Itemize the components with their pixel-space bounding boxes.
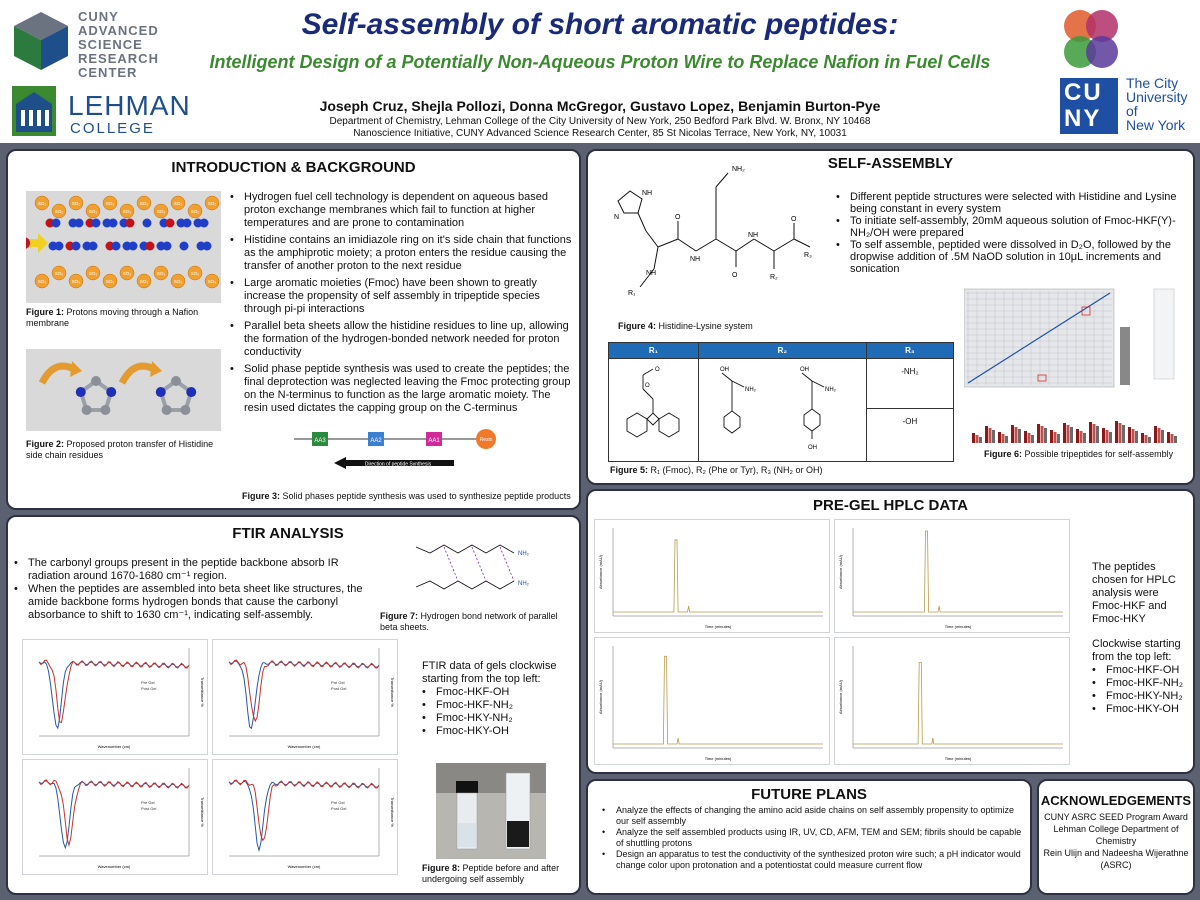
lehman-logo (12, 84, 202, 140)
tripeptide-bar (1076, 429, 1079, 443)
pre-gel-series (39, 662, 189, 729)
hplc-side-text (1092, 561, 1192, 716)
ftir-y-axis-label: Transmittance % (200, 677, 205, 707)
aa1-label: AA1 (428, 438, 440, 444)
tripeptide-bar (1041, 426, 1044, 443)
synthesis-direction-label: Direction of peptide Synthesis (364, 461, 432, 468)
hplc-y-axis-label: Absorbance (mAU) (598, 554, 603, 590)
hplc-y-axis-label: Absorbance (mAU) (838, 554, 843, 590)
svg-text:SO₃: SO₃ (71, 279, 81, 284)
hplc-peptide-list (1092, 664, 1192, 716)
svg-text:SO₃: SO₃ (88, 209, 98, 214)
svg-text:SO₃: SO₃ (71, 201, 81, 206)
svg-text:SO₃: SO₃ (105, 279, 115, 284)
svg-text:SO₃: SO₃ (54, 209, 64, 214)
svg-text:NH₂: NH₂ (518, 581, 529, 587)
tripeptide-bar (1037, 424, 1040, 443)
college-logo-text: COLLEGE (70, 120, 155, 137)
affiliation-1: Department of Chemistry, Lehman College of the City University of New York, 250 Bedford Park Blvd. W. Bronx, NY 10468 (329, 116, 871, 127)
figure-1-caption: Figure 1: Protons moving through a Nafion membrane (26, 307, 199, 328)
svg-text:SO₃: SO₃ (173, 201, 183, 206)
ring-atom (100, 405, 110, 415)
r3-header: R₃ (866, 343, 953, 359)
hplc-chart-hkf-nh2 (834, 519, 1070, 633)
figure-3-caption: Figure 3: Solid phases peptide synthesis was used to synthesize peptide products (242, 491, 571, 501)
svg-text:NH₂: NH₂ (732, 166, 745, 173)
hplc-side-intro: The peptides chosen for HPLC analysis were Fmoc-HKF and Fmoc-HKY (1092, 561, 1176, 625)
chromatogram-series (853, 531, 1063, 612)
self-assembly-panel (586, 149, 1195, 485)
tripeptide-bar (1132, 429, 1135, 443)
proton-dot (163, 242, 172, 251)
vials-photo-figure (436, 763, 546, 859)
ring-atom (186, 387, 196, 397)
proton-dot (143, 219, 152, 228)
tripeptide-bar (1171, 434, 1174, 443)
ftir-x-axis-label: Wavenumber (cm) (97, 744, 131, 749)
svg-text:O: O (645, 383, 651, 389)
cuny-logo-block: CU NY (1060, 78, 1118, 134)
ring-atom (82, 405, 92, 415)
hplc-chart-hkf-oh (594, 519, 830, 633)
hplc-y-axis-label: Absorbance (mAU) (838, 679, 843, 715)
tripeptide-bar (1102, 428, 1105, 443)
ftir-gel-list (422, 686, 572, 738)
intro-bullet: • Histidine contains an imidiazole ring on it's side chain that functions as the amphiprotic moiety; a proton enters the residue causing the transfer of another proton to the next residue (230, 234, 575, 273)
legend-post-gel: Post Gel (331, 806, 347, 811)
svg-text:OH: OH (720, 367, 730, 373)
hplc-y-axis-label: Absorbance (mAU) (598, 679, 603, 715)
post-gel-series (229, 780, 379, 840)
tripeptide-bar (1044, 428, 1047, 443)
cube-logo-icon (10, 10, 72, 72)
hplc-peptide-item: • Fmoc-HKY-OH (1092, 703, 1192, 716)
ring-atom (171, 376, 181, 386)
intro-panel (6, 149, 581, 510)
ftir-y-axis-label: Transmittance % (200, 797, 205, 827)
pre-gel-series (229, 661, 379, 728)
figure-6-caption: Figure 6: Possible tripeptides for self-assembly (984, 449, 1174, 459)
figure-7-caption: Figure 7: Hydrogen bond network of parallel beta sheets. (380, 611, 558, 632)
proton-dot (52, 219, 61, 228)
svg-text:O: O (732, 272, 738, 279)
ack-line: Rein Ulijn and Nadeesha Wijerathne (ASRC) (1043, 848, 1189, 870)
svg-text:SO₃: SO₃ (37, 201, 47, 206)
ftir-side-text (422, 660, 572, 738)
acknowledgements-title: ACKNOWLEDGEMENTS (1040, 793, 1192, 808)
chromatogram-series (613, 540, 823, 612)
beta-sheet-hbond-figure (410, 525, 540, 609)
intro-bullets (230, 191, 575, 419)
svg-text:N: N (614, 214, 620, 221)
ftir-chart-svg (213, 760, 397, 874)
ftir-x-axis-label: Wavenumber (cm) (97, 864, 131, 869)
tripeptide-bar (1109, 432, 1112, 443)
aa2-label: AA2 (370, 438, 382, 444)
tripeptide-bar (1005, 436, 1008, 443)
svg-text:SO₃: SO₃ (156, 209, 166, 214)
ring-atom (106, 387, 116, 397)
ftir-chart-hky-oh (22, 759, 208, 875)
tripeptide-bar (1096, 426, 1099, 443)
ftir-chart-svg (23, 760, 207, 874)
intro-bullet: • Solid phase peptide synthesis was used to create the peptides; the final deprotection was neglected leaving the Fmoc protecting group on the N-terminus to function as the large aromatic moiety. The resin used dictates the capping group on the C-terminus (230, 363, 575, 415)
svg-text:NH: NH (690, 256, 701, 263)
affiliations (290, 116, 910, 140)
intro-bullet: • Hydrogen fuel cell technology is dependent on aqueous based proton exchange membranes which fail to function at higher temperatures and are prone to contamination (230, 191, 575, 230)
tripeptide-bar (1122, 425, 1125, 443)
svg-text:SO₃: SO₃ (207, 201, 217, 206)
fmoc-structure (613, 359, 693, 455)
future-bullet: • Analyze the effects of changing the amino acid aside chains on self assembly propensity to optimize our self assembly (602, 805, 1022, 827)
self-bullet: • To initiate self-assembly, 20mM aqueous solution of Fmoc-HKF(Y)-NH₂/OH were prepared (836, 215, 1188, 239)
svg-text:R₁: R₁ (628, 290, 636, 297)
tripeptide-matrix-figure (964, 287, 1184, 447)
ftir-chart-hkf-oh (22, 639, 208, 755)
post-gel-series (229, 660, 379, 721)
ftir-bullet: • When the peptides are assembled into beta sheet like structures, the amide backbone forms hydrogen bonds that cause the carbonyl absorbance to shift to 1630 cm⁻¹, indicating self-assembly. (14, 583, 369, 622)
hplc-chart-svg (835, 638, 1069, 764)
histidine-lysine-structure (598, 161, 818, 321)
svg-text:SO₃: SO₃ (156, 271, 166, 276)
hplc-chart-svg (595, 520, 829, 632)
tripeptide-bar (1083, 433, 1086, 443)
poster-subtitle: Intelligent Design of a Potentially Non-Aqueous Proton Wire to Replace Nafion in Fuel Cells (209, 52, 991, 72)
hplc-chart-hky-nh2 (834, 637, 1070, 765)
self-bullet: • To self assemble, peptided were dissolved in D₂O, followed by the dropwise addition of .5M NaOD solution in 10μL increments and sonication (836, 239, 1188, 275)
self-bullet: • Different peptide structures were selected with Histidine and Lysine being constant in every system (836, 191, 1188, 215)
fmoc-structure-cell (609, 359, 699, 462)
aa3-label: AA3 (314, 438, 326, 444)
cuny-asrc-logo (10, 8, 160, 78)
tripeptide-bar (1018, 429, 1021, 443)
svg-text:NH: NH (748, 232, 759, 239)
hplc-chart-svg (835, 520, 1069, 632)
ftir-y-axis-label: Transmittance % (390, 797, 395, 827)
future-bullet: • Design an apparatus to test the conductivity of the synthesized proton wire such; a pH indicator would change color upon protonation and a potentiostat could measure current flow (602, 849, 1022, 871)
tripeptide-bar (1067, 425, 1070, 443)
proton-dot (92, 219, 101, 228)
proton-dot (112, 242, 121, 251)
hplc-side-intro-2: Clockwise starting from the top left: (1092, 638, 1181, 663)
future-plans-title: FUTURE PLANS (751, 786, 867, 803)
proton-dot (75, 219, 84, 228)
phe-tyr-structures (702, 359, 862, 455)
tripeptide-bar (998, 432, 1001, 443)
post-gel-series (39, 780, 189, 845)
figure-2-caption: Figure 2: Proposed proton transfer of Histidine side chain residues (26, 439, 214, 460)
proton-dot (109, 219, 118, 228)
proton-dot (166, 219, 175, 228)
svg-text:NH₂: NH₂ (745, 387, 757, 393)
ack-line: Lehman College Department of Chemistry (1053, 824, 1179, 846)
svg-text:SO₃: SO₃ (190, 209, 200, 214)
tripeptide-bar (1093, 424, 1096, 443)
svg-text:SO₃: SO₃ (139, 201, 149, 206)
tripeptide-bar (1154, 426, 1157, 443)
tripeptide-bar (972, 433, 975, 443)
tripeptide-bar (979, 437, 982, 443)
proton-dot (126, 219, 135, 228)
svg-text:NH: NH (642, 190, 653, 197)
svg-text:SO₃: SO₃ (105, 201, 115, 206)
hplc-x-axis-label: Time (minutes) (944, 756, 972, 761)
r1-header: R₁ (609, 343, 699, 359)
ftir-title: FTIR ANALYSIS (232, 525, 344, 542)
proton-dot (55, 242, 64, 251)
ftir-gel-item: • Fmoc-HKY-OH (422, 725, 572, 738)
tripeptide-bar (1161, 430, 1164, 443)
svg-text:SO₃: SO₃ (207, 279, 217, 284)
hplc-peptide-item: • Fmoc-HKF-NH₂ (1092, 677, 1192, 690)
svg-text:SO₃: SO₃ (88, 271, 98, 276)
tripeptide-bar (1080, 431, 1083, 443)
poster-header (0, 0, 1200, 143)
tripeptide-bar (992, 430, 995, 443)
svg-text:SO₃: SO₃ (190, 271, 200, 276)
tripeptide-bar (1119, 423, 1122, 443)
tripeptide-bar (1158, 428, 1161, 443)
tripeptide-bar (1054, 432, 1057, 443)
svg-text:O: O (791, 216, 797, 223)
proton-dot (146, 242, 155, 251)
proton-dot (89, 242, 98, 251)
ftir-panel (6, 515, 581, 895)
svg-text:O: O (655, 367, 661, 373)
tripeptide-bar (1174, 436, 1177, 443)
ftir-gel-item: • Fmoc-HKF-NH₂ (422, 699, 572, 712)
svg-text:OH: OH (800, 367, 810, 373)
ring-atom (180, 405, 190, 415)
tripeptide-bar (976, 435, 979, 443)
tripeptide-bar (1145, 435, 1148, 443)
tripeptide-bar (1070, 427, 1073, 443)
legend-post-gel: Post Gel (141, 686, 157, 691)
svg-text:SO₃: SO₃ (139, 279, 149, 284)
ftir-chart-hky-nh2 (212, 759, 398, 875)
chromatogram-series (853, 662, 1063, 744)
legend-pre-gel: Pre Gel (141, 800, 155, 805)
tripeptide-bar (1015, 427, 1018, 443)
asrc-logo-text: CUNY ADVANCED SCIENCE RESEARCH CENTER (78, 9, 159, 80)
future-plans-panel (586, 779, 1032, 895)
tripeptide-bar (1167, 432, 1170, 443)
proton-dot (72, 242, 81, 251)
figure-5-caption: Figure 5: R₁ (Fmoc), R₂ (Phe or Tyr), R₃ (NH₂ or OH) (610, 465, 823, 475)
svg-text:OH: OH (808, 445, 818, 451)
ftir-gel-item: • Fmoc-HKF-OH (422, 686, 572, 699)
ring-atom (91, 376, 101, 386)
r2-header: R₂ (698, 343, 866, 359)
ring-atom (156, 387, 166, 397)
r3-nh2-cell: -NH₂ (866, 359, 953, 409)
future-plans-bullets (602, 805, 1022, 871)
tripeptide-bar (1057, 434, 1060, 443)
tripeptide-bar (1011, 425, 1014, 443)
lehman-logo-text: LEHMAN (68, 90, 191, 121)
intro-title: INTRODUCTION & BACKGROUND (171, 159, 416, 176)
ftir-x-axis-label: Wavenumber (cm) (287, 864, 321, 869)
svg-text:SO₃: SO₃ (122, 209, 132, 214)
cuny-logo (1060, 76, 1195, 136)
hplc-panel (586, 489, 1195, 774)
proton-dot (203, 242, 212, 251)
self-assembly-bullets (836, 191, 1188, 275)
svg-text:SO₃: SO₃ (54, 271, 64, 276)
tripeptide-bar (1135, 431, 1138, 443)
legend-post-gel: Post Gel (331, 686, 347, 691)
ftir-chart-hkf-nh2 (212, 639, 398, 755)
svg-text:R₃: R₃ (804, 252, 812, 259)
hplc-x-axis-label: Time (minutes) (944, 624, 972, 629)
intro-bullet: • Large aromatic moieties (Fmoc) have been shown to greatly increase the propensity of self assembly in tripeptide species through pi-pi interactions (230, 277, 575, 316)
ftir-chart-svg (23, 640, 207, 754)
acknowledgements-panel (1037, 779, 1195, 895)
future-bullet: • Analyze the self assembled products using IR, UV, CD, AFM, TEM and SEM; fibrils should be capable of shuttling protons (602, 827, 1022, 849)
lehman-building-icon (12, 86, 56, 136)
figure-4-caption: Figure 4: Histidine-Lysine system (618, 321, 753, 331)
resin-label: Resin (479, 437, 493, 443)
chromatogram-series (613, 656, 823, 744)
ftir-gel-item: • Fmoc-HKY-NH₂ (422, 712, 572, 725)
hplc-chart-svg (595, 638, 829, 764)
svg-text:SO₃: SO₃ (37, 279, 47, 284)
cuny-logo-text: The City University of New York (1126, 75, 1188, 133)
poster-title: Self-assembly of short aromatic peptides: (301, 8, 899, 41)
ftir-bullets (14, 557, 369, 622)
post-gel-series (39, 660, 189, 722)
hplc-peptide-item: • Fmoc-HKF-OH (1092, 664, 1192, 677)
svg-text:SO₃: SO₃ (173, 279, 183, 284)
tripeptide-bar (989, 428, 992, 443)
ring-atom (162, 405, 172, 415)
tripeptide-bar (1028, 433, 1031, 443)
svg-text:NH: NH (646, 270, 657, 277)
self-assembly-title: SELF-ASSEMBLY (827, 155, 954, 172)
tripeptide-bar (1115, 421, 1118, 443)
svg-text:SO₃: SO₃ (122, 271, 132, 276)
figure-8-caption: Figure 8: Peptide before and after undergoing self assembly (422, 863, 560, 884)
svg-text:NH₂: NH₂ (825, 387, 837, 393)
research-venn-icon (1060, 8, 1122, 72)
author-list: Joseph Cruz, Shejla Pollozi, Donna McGregor, Gustavo Lopez, Benjamin Burton-Pye (319, 98, 881, 114)
nafion-membrane-figure (26, 191, 221, 303)
acknowledgements-body (1043, 811, 1189, 871)
affiliation-2: Nanoscience Initiative, CUNY Advanced Science Research Center, 85 St Nicolas Terrace, New York, NY, 10031 (353, 128, 847, 139)
proton-dot (180, 242, 189, 251)
tripeptide-bar (985, 426, 988, 443)
hplc-peptide-item: • Fmoc-HKY-NH₂ (1092, 690, 1192, 703)
hplc-chart-hky-oh (594, 637, 830, 765)
svg-text:NH₂: NH₂ (518, 551, 529, 557)
proton-transfer-figure (26, 349, 221, 431)
tripeptide-bar (1002, 434, 1005, 443)
intro-bullet: • Parallel beta sheets allow the histidine residues to line up, allowing the formation of the hydrogen-bonded network needed for proton conductivity (230, 320, 575, 359)
ftir-x-axis-label: Wavenumber (cm) (287, 744, 321, 749)
legend-post-gel: Post Gel (141, 806, 157, 811)
legend-pre-gel: Pre Gel (331, 680, 345, 685)
tripeptide-bar (1106, 430, 1109, 443)
tripeptide-bar (1141, 433, 1144, 443)
tripeptide-bar (1024, 431, 1027, 443)
pre-gel-series (229, 781, 379, 850)
tripeptide-bar (1148, 437, 1151, 443)
tripeptide-bar (1128, 427, 1131, 443)
tripeptide-bar (1089, 422, 1092, 443)
ring-atom (76, 387, 86, 397)
svg-text:O: O (675, 214, 681, 221)
proton-dot (129, 242, 138, 251)
r3-oh-cell: -OH (866, 409, 953, 462)
legend-pre-gel: Pre Gel (141, 680, 155, 685)
tripeptide-bar (1050, 430, 1053, 443)
ftir-chart-svg (213, 640, 397, 754)
proton-dot (200, 219, 209, 228)
ftir-y-axis-label: Transmittance % (390, 677, 395, 707)
legend-pre-gel: Pre Gel (331, 800, 345, 805)
hplc-title: PRE-GEL HPLC DATA (812, 497, 968, 514)
hplc-x-axis-label: Time (minutes) (704, 756, 732, 761)
ftir-bullet: • The carbonyl groups present in the peptide backbone absorb IR radiation around 1670-1680 cm⁻¹ region. (14, 557, 369, 583)
ftir-side-intro: FTIR data of gels clockwise starting from the top left: (422, 660, 557, 685)
tripeptide-bar (1063, 423, 1066, 443)
proton-dot (183, 219, 192, 228)
ack-line: CUNY ASRC SEED Program Award (1044, 812, 1188, 822)
pre-gel-series (39, 781, 189, 848)
hplc-x-axis-label: Time (minutes) (704, 624, 732, 629)
svg-text:R₂: R₂ (770, 274, 778, 281)
tripeptide-bar (1031, 435, 1034, 443)
r-group-table (608, 342, 954, 462)
r2-structures-cell (698, 359, 866, 462)
spps-scheme (286, 427, 506, 483)
